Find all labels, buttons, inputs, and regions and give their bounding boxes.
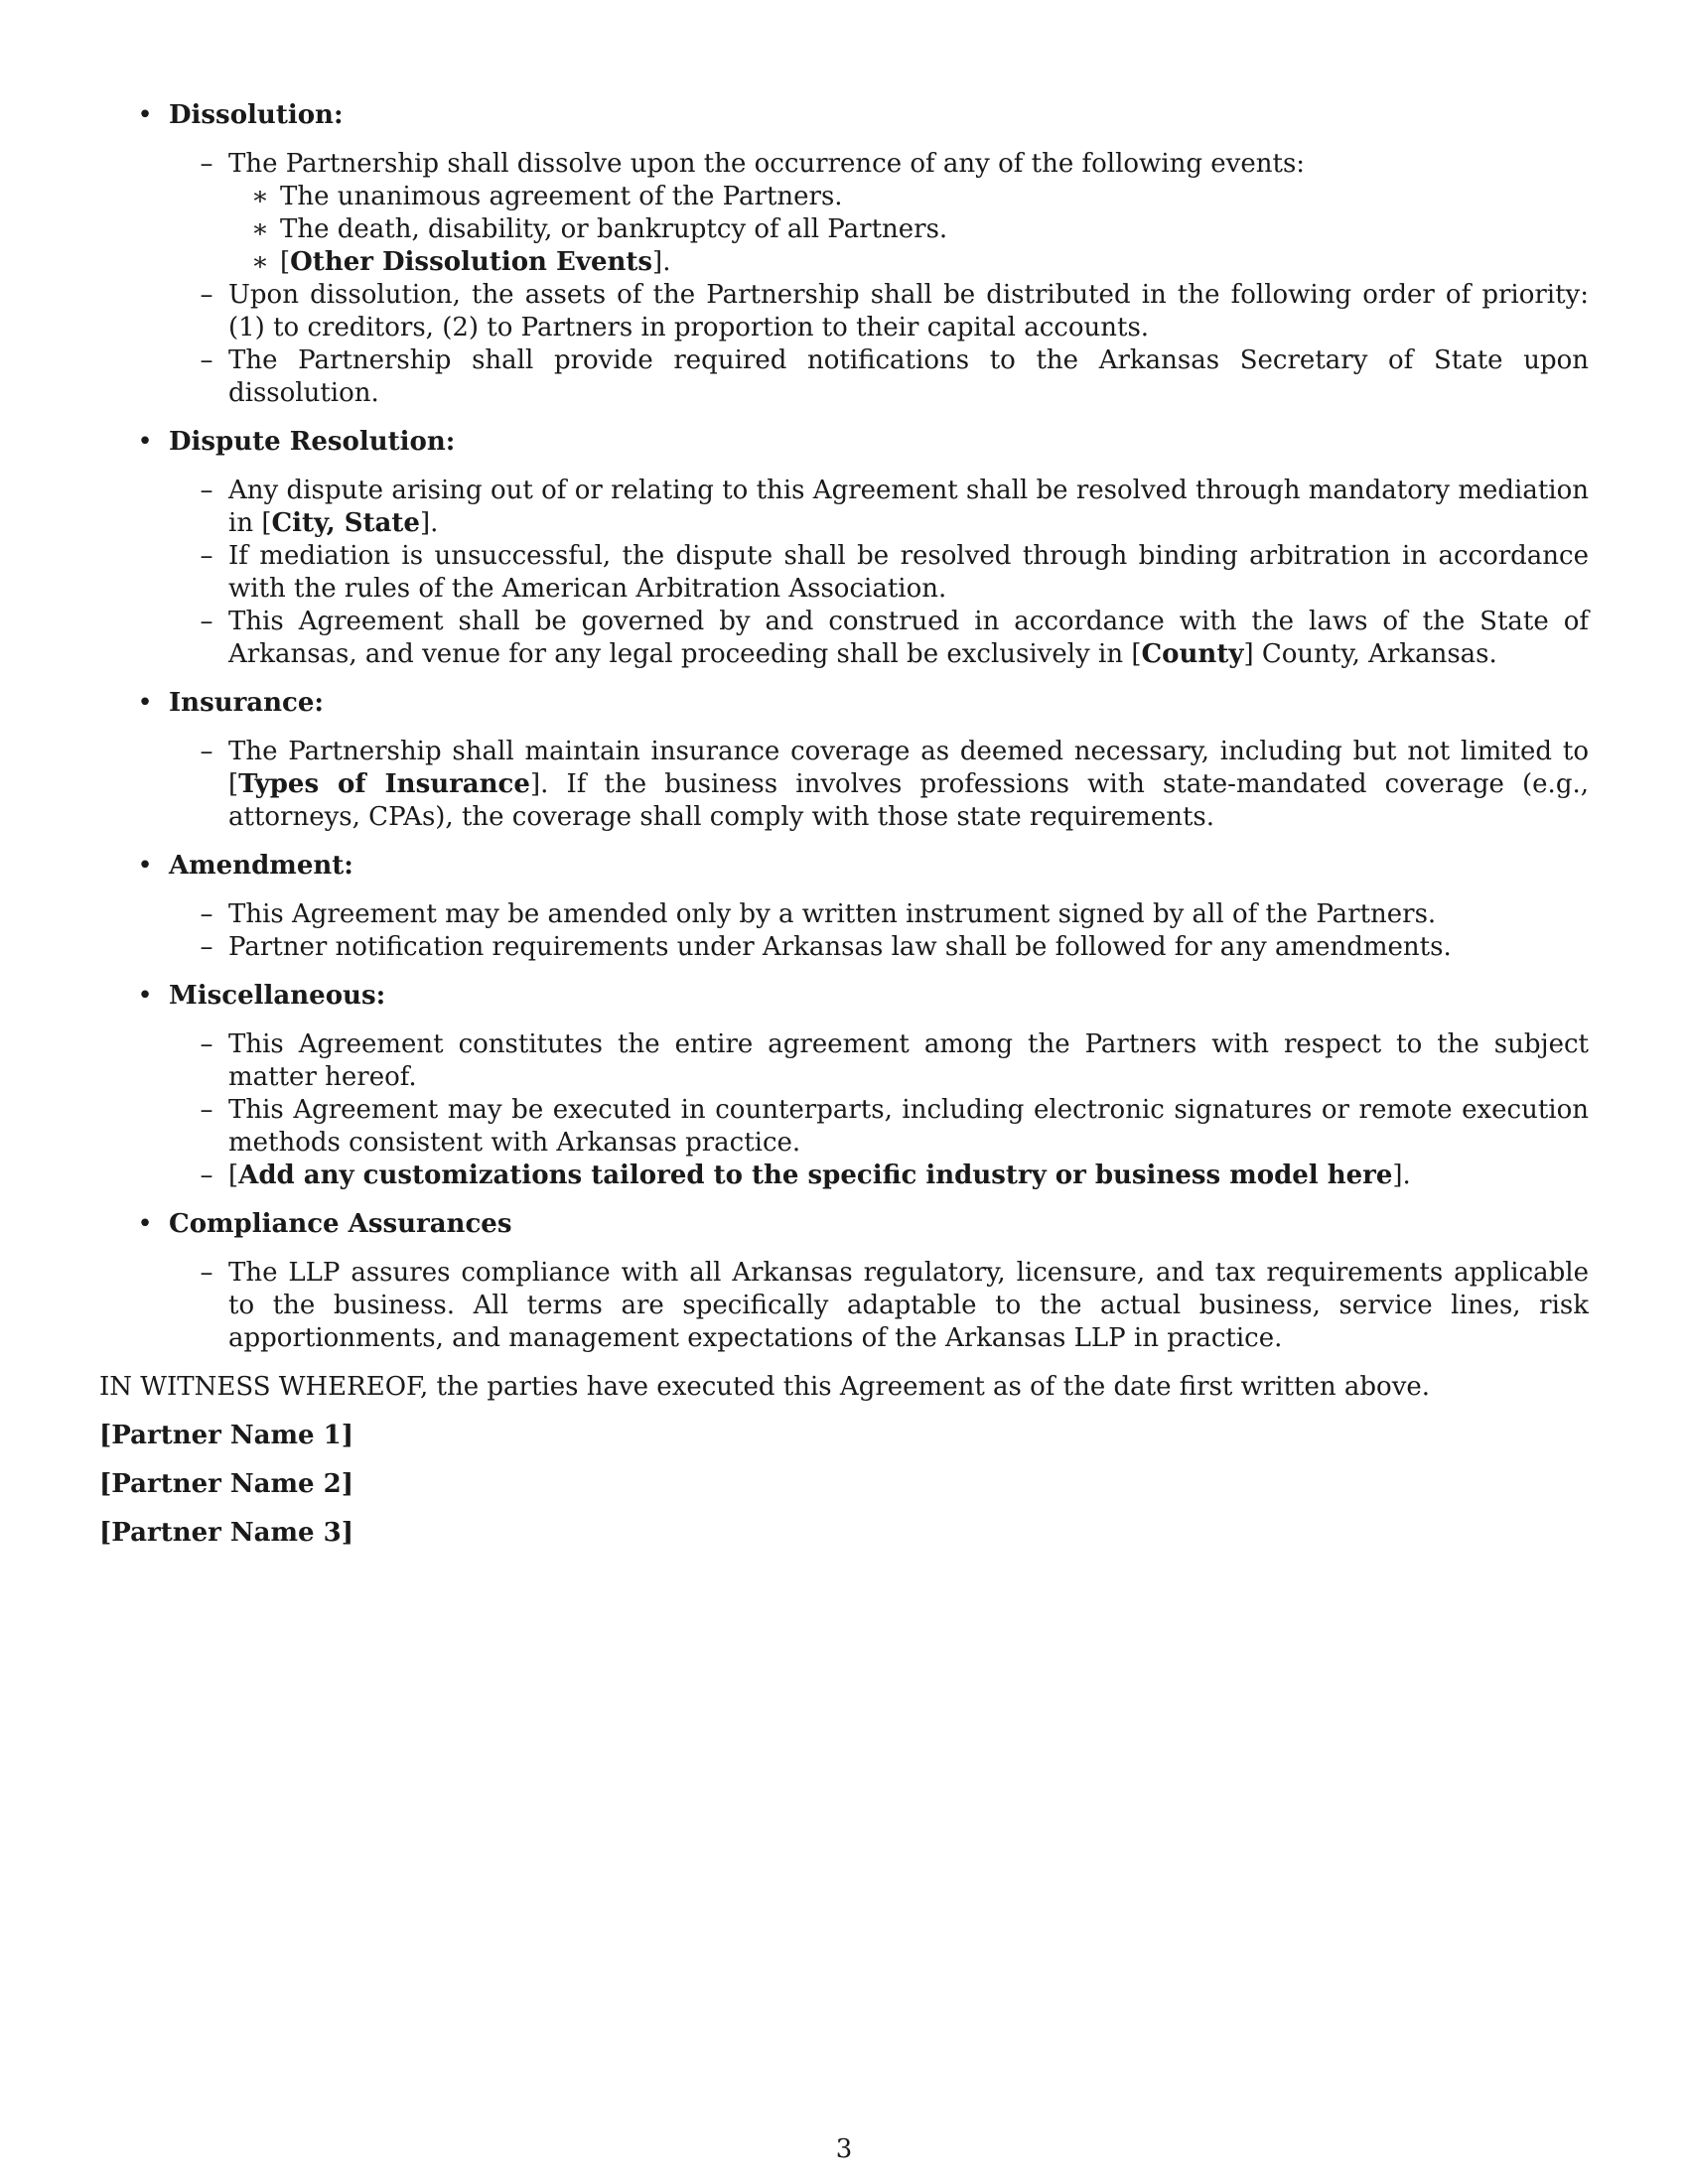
dash-icon: –	[200, 1095, 213, 1125]
section-heading-row	[99, 980, 1589, 1013]
section-amendment	[99, 850, 1589, 964]
list-item	[99, 606, 1589, 671]
list-item	[99, 475, 1589, 540]
section-heading-row	[99, 687, 1589, 720]
dash-icon: –	[200, 345, 213, 375]
closing-block	[99, 1371, 1589, 1550]
star-icon: ∗	[251, 182, 269, 211]
section-items	[99, 736, 1589, 834]
dissolution-event: The death, disability, or bankruptcy of all Partners.	[280, 214, 948, 244]
amendment-text: This Agreement may be amended only by a written instrument signed by all of the Partners.	[228, 899, 1437, 929]
section-heading-row	[99, 850, 1589, 883]
dissolution-distribution: Upon dissolution, the assets of the Partnership shall be distributed in the following order of priority: (1) to creditors, (2) to Partners in proportion to their capital accounts.	[228, 280, 1589, 342]
dash-icon: –	[200, 541, 213, 571]
dash-icon: –	[200, 280, 213, 310]
star-icon: ∗	[251, 214, 269, 244]
mediation-text-end: ].	[419, 508, 439, 538]
section-heading: Amendment:	[169, 851, 353, 881]
section-heading-row	[99, 99, 1589, 132]
partner-signature-3: [Partner Name 3]	[99, 1518, 354, 1548]
bracket-close: ].	[652, 247, 671, 277]
miscellaneous-text: This Agreement constitutes the entire agreement among the Partners with respect to the subject matter hereof.	[228, 1029, 1589, 1092]
insurance-text: The Partnership shall maintain insurance coverage as deemed necessary, including but not limited to [	[228, 737, 1589, 799]
dissolution-intro: The Partnership shall dissolve upon the occurrence of any of the following events:	[228, 149, 1306, 179]
page-number: 3	[835, 2134, 853, 2164]
section-items	[99, 1257, 1589, 1355]
sub-list-item	[99, 246, 1589, 279]
dash-icon: –	[200, 932, 213, 962]
bracket-open: [	[228, 1160, 239, 1190]
amendment-text: Partner notification requirements under Arkansas law shall be followed for any amendments.	[228, 932, 1452, 962]
dissolution-notification: The Partnership shall provide required notifications to the Arkansas Secretary of State upon dissolution.	[228, 345, 1589, 408]
miscellaneous-text: This Agreement may be executed in counterparts, including electronic signatures or remote execution methods consistent with Arkansas practice.	[228, 1095, 1589, 1158]
bullet-icon: •	[137, 427, 153, 457]
bracket-open: [	[280, 247, 291, 277]
list-item	[99, 931, 1589, 964]
bracket-close: ].	[1392, 1160, 1411, 1190]
bullet-icon: •	[137, 100, 153, 130]
section-dispute-resolution	[99, 426, 1589, 671]
dash-icon: –	[200, 476, 213, 505]
list-item	[99, 736, 1589, 834]
list-item	[99, 898, 1589, 931]
placeholder-customizations: Add any customizations tailored to the specific industry or business model here	[238, 1160, 1393, 1190]
section-items	[99, 898, 1589, 964]
list-item	[99, 344, 1589, 410]
mediation-text: Any dispute arising out of or relating to this Agreement shall be resolved through mandatory mediation in [	[228, 476, 1589, 538]
section-heading: Insurance:	[169, 688, 325, 718]
placeholder-types-of-insurance: Types of Insurance	[238, 769, 530, 799]
dash-icon: –	[200, 607, 213, 636]
section-compliance	[99, 1208, 1589, 1355]
list-item	[99, 1028, 1589, 1094]
arbitration-text: If mediation is unsuccessful, the dispute shall be resolved through binding arbitration in accordance with the rules of the American Arbitration Association.	[228, 541, 1589, 604]
section-heading-row	[99, 426, 1589, 459]
sub-list-item	[99, 213, 1589, 246]
list-item	[99, 279, 1589, 344]
section-items	[99, 1028, 1589, 1192]
document-page	[99, 99, 1589, 1566]
list-item	[99, 1257, 1589, 1355]
placeholder-other-dissolution-events: Other Dissolution Events	[290, 247, 653, 277]
placeholder-county: County	[1141, 639, 1244, 669]
section-heading-row	[99, 1208, 1589, 1241]
dash-icon: –	[200, 1258, 213, 1288]
bullet-icon: •	[137, 1209, 153, 1239]
section-heading: Compliance Assurances	[169, 1209, 512, 1239]
list-item	[99, 148, 1589, 181]
dash-icon: –	[200, 737, 213, 766]
section-items	[99, 148, 1589, 410]
placeholder-city-state: City, State	[271, 508, 420, 538]
dash-icon: –	[200, 899, 213, 929]
governing-law-text-end: ] County, Arkansas.	[1243, 639, 1497, 669]
compliance-text: The LLP assures compliance with all Arkansas regulatory, licensure, and tax requirements applicable to the business. All terms are specifically adaptable to the actual business, service lines, risk apportionments, and management expectations of the Arkansas LLP in practice.	[228, 1258, 1589, 1353]
dissolution-event: The unanimous agreement of the Partners.	[280, 182, 843, 211]
witness-statement: IN WITNESS WHEREOF, the parties have executed this Agreement as of the date first written above.	[99, 1372, 1431, 1402]
partner-signature-1: [Partner Name 1]	[99, 1421, 354, 1450]
governing-law-text: This Agreement shall be governed by and construed in accordance with the laws of the State of Arkansas, and venue for any legal proceeding shall be exclusively in [	[228, 607, 1589, 669]
section-miscellaneous	[99, 980, 1589, 1192]
dash-icon: –	[200, 1160, 213, 1190]
section-items	[99, 475, 1589, 671]
list-item	[99, 1094, 1589, 1160]
dash-icon: –	[200, 1029, 213, 1059]
bullet-icon: •	[137, 688, 153, 718]
list-item	[99, 1160, 1589, 1192]
section-dissolution	[99, 99, 1589, 410]
section-heading: Dissolution:	[169, 100, 344, 130]
bullet-icon: •	[137, 851, 153, 881]
section-heading: Dispute Resolution:	[169, 427, 456, 457]
sub-list-item	[99, 181, 1589, 213]
star-icon: ∗	[251, 247, 269, 277]
list-item	[99, 540, 1589, 606]
insurance-text-end: ]. If the business involves professions with state-mandated coverage (e.g., attorneys, CPAs), the coverage shall comply with those state requirements.	[228, 769, 1589, 832]
partner-signature-2: [Partner Name 2]	[99, 1469, 354, 1499]
bullet-icon: •	[137, 981, 153, 1011]
section-heading: Miscellaneous:	[169, 981, 386, 1011]
section-insurance	[99, 687, 1589, 834]
dash-icon: –	[200, 149, 213, 179]
